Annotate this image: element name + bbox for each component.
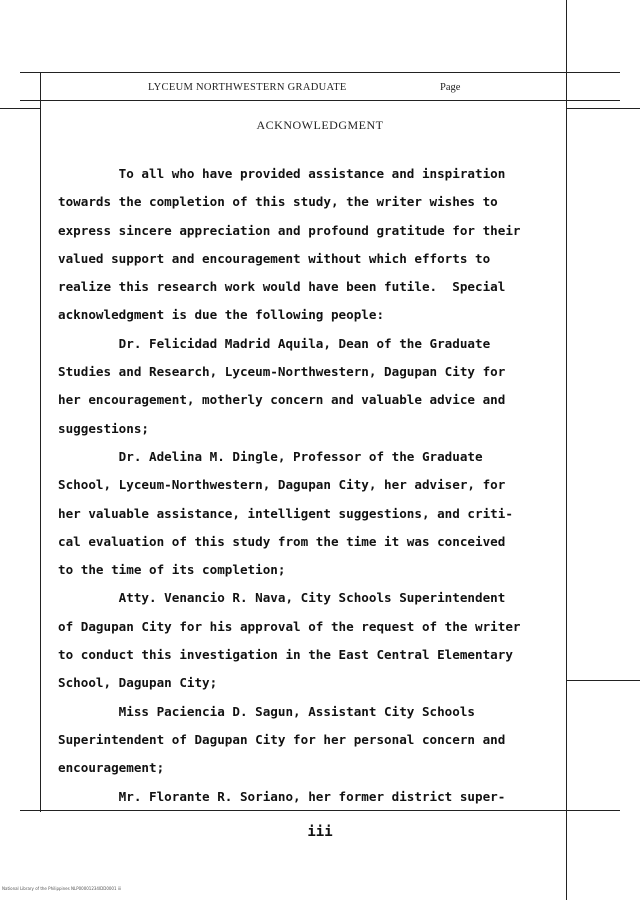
body-line: Dr. Adelina M. Dingle, Professor of the Graduate [58, 448, 483, 464]
body-line: cal evaluation of this study from the time it was conceived [58, 533, 506, 549]
body-line: Dr. Felicidad Madrid Aquila, Dean of the Graduate [58, 335, 491, 351]
body-line: of Dagupan City for his approval of the request of the writer [58, 618, 521, 634]
left-margin-rule [40, 72, 41, 812]
body-line: to conduct this investigation in the East Central Elementary [58, 647, 513, 663]
archive-footer: National Library of the Philippines NLP00001234IDD0001 iii [2, 886, 122, 891]
body-line: School, Dagupan City; [58, 675, 218, 691]
page-label: Page [440, 82, 461, 93]
right-edge-tick-top [566, 108, 640, 109]
body-line: her valuable assistance, intelligent suggestions, and criti- [58, 505, 513, 521]
body-line: towards the completion of this study, the writer wishes to [58, 194, 498, 210]
body-line: Mr. Florante R. Soriano, her former district super- [58, 788, 506, 804]
body-line: valued support and encouragement without which efforts to [58, 250, 491, 266]
body-line: suggestions; [58, 420, 149, 436]
page-title: ACKNOWLEDGMENT [256, 118, 384, 132]
left-edge-tick [0, 108, 40, 109]
header-rule [20, 100, 620, 101]
body-line: to the time of its completion; [58, 562, 286, 578]
body-line: To all who have provided assistance and inspiration [58, 166, 506, 181]
body-line: acknowledgment is due the following people: [58, 307, 385, 323]
body-line: her encouragement, motherly concern and valuable advice and [58, 392, 506, 408]
top-rule [20, 72, 620, 73]
body-line: Studies and Research, Lyceum-Northwestern, Dagupan City for [58, 364, 506, 380]
body-line: School, Lyceum-Northwestern, Dagupan City, her adviser, for [58, 477, 506, 493]
body-line: realize this research work would have been futile. Special [58, 279, 506, 295]
body-line: encouragement; [58, 760, 165, 776]
body-line: Superintendent of Dagupan City for her personal concern and [58, 731, 506, 747]
acknowledgment-body [58, 160, 568, 811]
institution-header: LYCEUM NORTHWESTERN GRADUATE [148, 82, 347, 93]
page-number: iii [307, 824, 333, 840]
body-line: Miss Paciencia D. Sagun, Assistant City Schools [58, 703, 476, 719]
right-edge-tick-mid [566, 680, 640, 681]
body-line: express sincere appreciation and profound gratitude for their [58, 222, 521, 238]
body-line: Atty. Venancio R. Nava, City Schools Superintendent [58, 590, 506, 606]
